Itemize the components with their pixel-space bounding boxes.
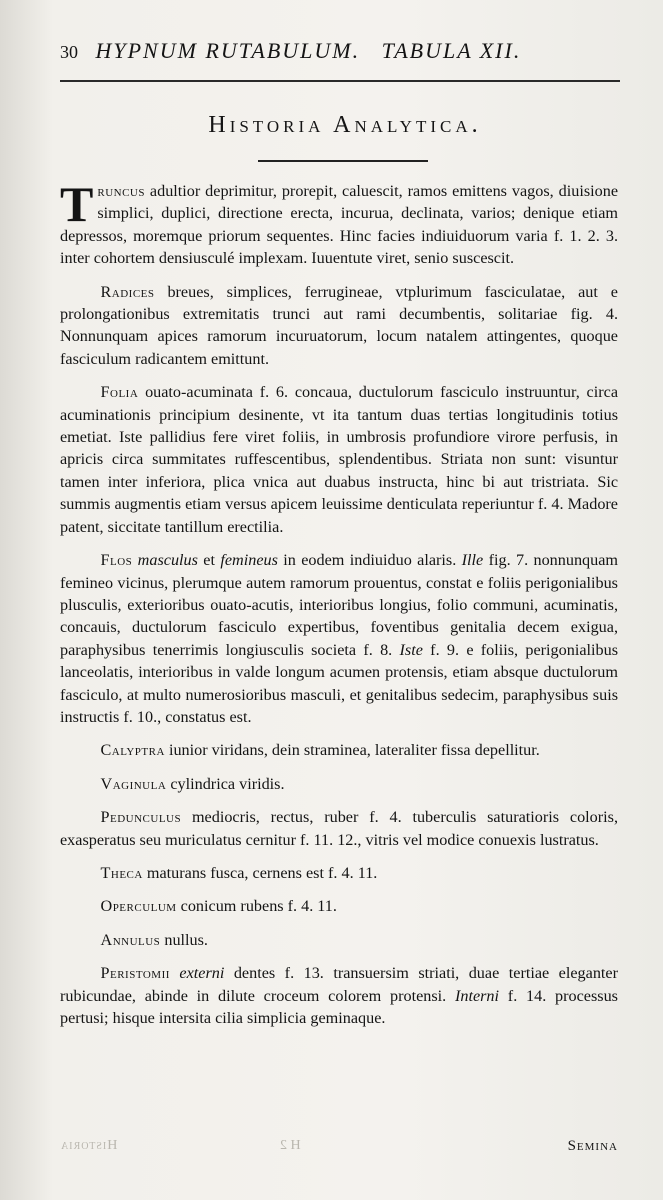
paragraph-radices — [60, 281, 618, 371]
running-head — [60, 38, 623, 64]
text-peristomii-a: dentes f. 13. transuersim striati, duae tertiae eleganter rubicundae, abinde in dilute croceum colorem protensi. — [60, 964, 618, 1005]
term-truncus: runcus — [97, 182, 145, 200]
page-number: 30 — [60, 42, 78, 62]
text-theca: maturans fusca, cernens est f. 4. 11. — [142, 863, 378, 882]
text-flos-et: et — [197, 551, 221, 570]
text-vaginula: cylindrica viridis. — [166, 774, 285, 793]
text-flos-b: fig. 7. nonnunquam femineo vicinus, plerumque autem ramorum prouentus, constat e foliis perigonialibus plusculis, exterioribus ouato-acutis, interioribus longius, folio communi, acuminatis, concauis, ductulorum fasciculo expertibus, foventibus genitalia decem exigua, paraphysibus tenerrimis longiusculis societa f. 8. — [60, 551, 619, 659]
paragraph-flos — [60, 549, 618, 728]
term-pedunculus: Pedunculus — [100, 808, 182, 827]
paragraph-annulus — [60, 929, 618, 951]
term-peristomii: Peristomii — [100, 964, 170, 983]
term-ille: Ille — [461, 551, 484, 570]
paragraph-vaginula — [60, 773, 618, 795]
term-masculus: masculus — [137, 551, 198, 570]
bleed-through-text: Historia — [60, 1138, 118, 1153]
text-operculum: conicum rubens f. 4. 11. — [176, 897, 337, 916]
text-folia: ouato-acuminata f. 6. concaua, ductulorum fasciculo instruuntur, circa acuminationis principium desinente, vt ita tantum duas tertias longitudinis totius emetiat. Iste pallidius fere viret foliis, in umbrosis profundiore virore perfusis, in apricis circa summitates ruffescentibus, splendentibus. Striata non sunt: visuntur tamen inter inferiora, plica vnica aut duabus instructa, hinc bi aut tristriata. Sic summis augmentis etiam versus apicem leuissime denticulata reperiuntur f. 4. Madore patent, siccitate tantillum erectilia. — [60, 383, 618, 536]
term-iste: Iste — [399, 640, 423, 659]
paragraph-theca — [60, 862, 618, 884]
paragraph-calyptra — [60, 739, 618, 761]
paragraph-folia — [60, 381, 618, 538]
title-rule — [258, 160, 428, 162]
term-femineus: femineus — [220, 551, 278, 570]
term-externi: externi — [179, 964, 225, 983]
running-title: HYPNUM RUTABULUM. — [95, 38, 361, 63]
section-title: Historia Analytica. — [208, 112, 482, 138]
text-radices: breues, simplices, ferrugineae, vtplurimum fasciculatae, aut e prolongationibus extremitatis trunci aut rami decumbentis, solitariae fig. 4. Nonnunquam apices ramorum incuruatorum, locum natalem attingentes, quoque fasciculum radicantem emittunt. — [60, 282, 618, 368]
plate-label: TABULA XII. — [381, 38, 522, 63]
paragraph-operculum — [60, 895, 618, 917]
term-folia: Folia — [100, 383, 139, 402]
text-body — [60, 176, 619, 1040]
term-operculum: Operculum — [100, 897, 177, 916]
header-rule — [60, 80, 620, 82]
term-vaginula: Vaginula — [100, 774, 167, 793]
paragraph-peristomii — [60, 962, 618, 1029]
term-annulus: Annulus — [100, 930, 161, 949]
text-peristomii-b: f. 14. processus pertusi; hisque intersita cilia simplicia geminaque. — [60, 986, 618, 1027]
term-flos: Flos — [100, 551, 133, 570]
text-truncus: adultior deprimitur, prorepit, caluescit, ramos emittens vagos, diuisione simplici, duplici, directione erecta, incurua, declinata, varios; denique etiam depressos, moremque priorum sequentes. Hinc facies indiuiduorum varia f. 1. 2. 3. inter cohortem densiusculé implexam. Iuuentute viret, senio suscescit. — [60, 182, 618, 268]
text-pedunculus: mediocris, rectus, ruber f. 4. tuberculis saturatioris coloris, exasperatus seu muriculatus cernitur f. 11. 12., vitris vel modice conuexis lustratus. — [60, 808, 618, 849]
paragraph-pedunculus — [60, 806, 618, 851]
term-radices: Radices — [100, 282, 155, 301]
term-interni: Interni — [454, 986, 500, 1005]
catchword: Semina — [567, 1138, 618, 1154]
term-theca: Theca — [100, 863, 143, 882]
bleed-through-signature: H 2 — [280, 1138, 301, 1153]
paragraph-truncus — [60, 176, 618, 270]
text-calyptra: iunior viridans, dein straminea, lateraliter fissa depellitur. — [164, 741, 540, 760]
text-annulus: nullus. — [160, 930, 208, 949]
text-flos-a: in eodem indiuiduo alaris. — [277, 551, 462, 570]
drop-cap: T — [60, 176, 94, 232]
text-flos-c: f. 9. e foliis, perigonialibus lanceolatis, interioribus in valde longum acumen protensis, etiam absque ductulorum fasciculo, at multo numerosioribus masculi, et genitalibus sedecim, paraphysibus suis instructis f. 10., constatus est. — [60, 640, 619, 726]
term-calyptra: Calyptra — [100, 741, 165, 760]
